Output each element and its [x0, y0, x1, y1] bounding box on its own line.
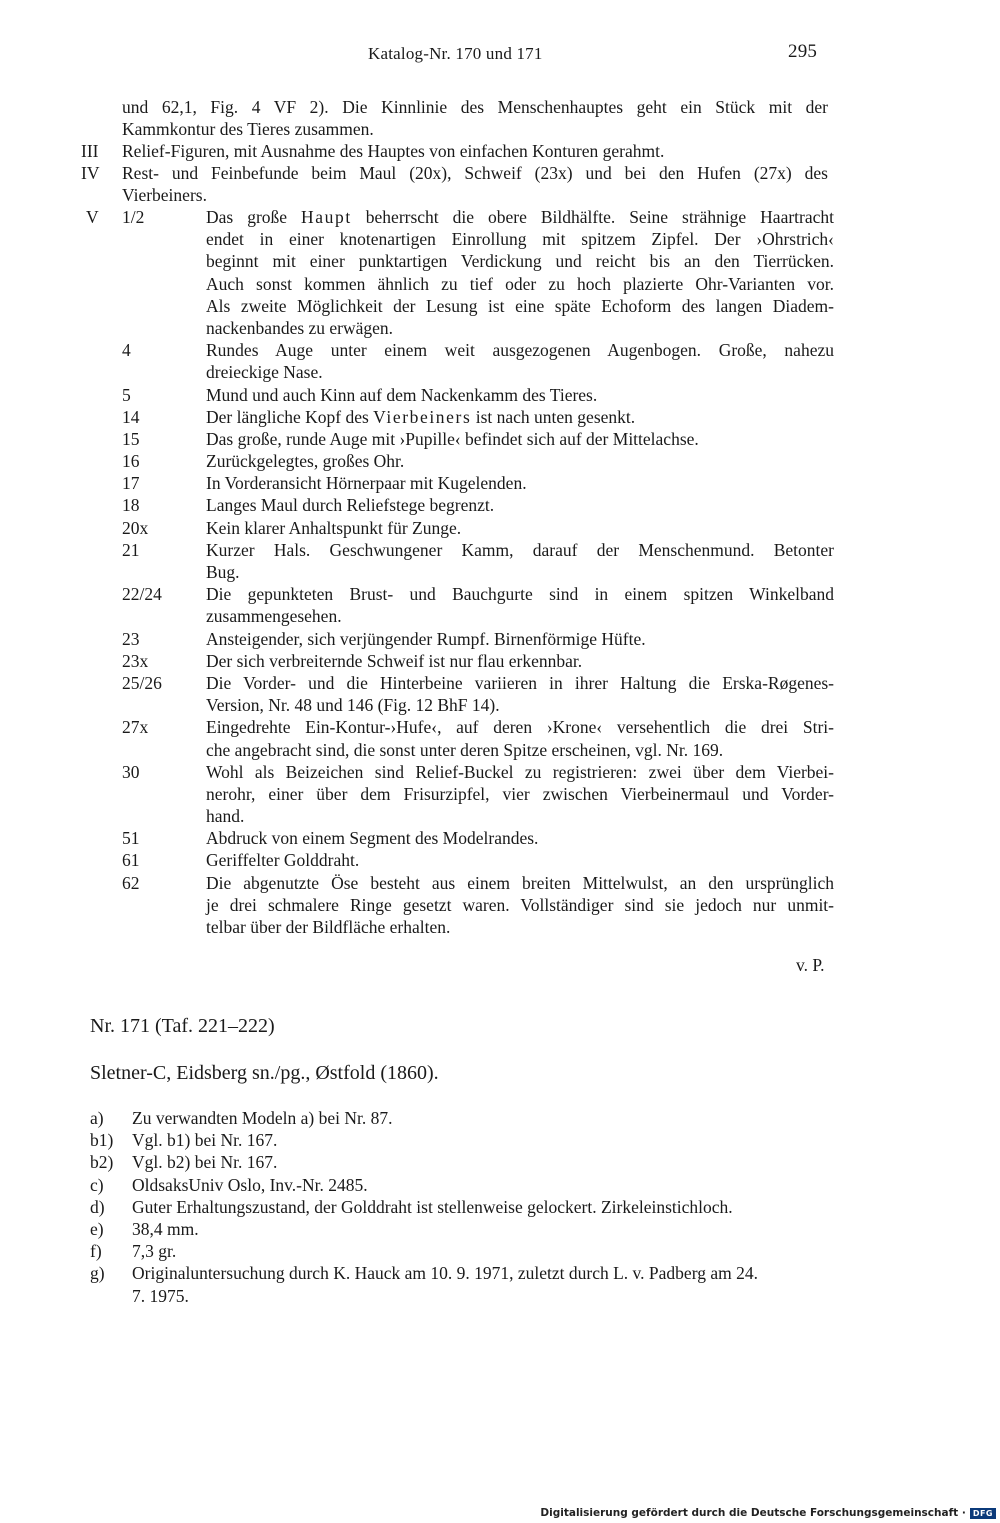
section-iii-label: III	[81, 141, 99, 161]
entry-line	[122, 694, 834, 716]
entry-number: 51	[122, 828, 140, 849]
section-iv-text-1: Rest- und Feinbefunde beim Maul (20x), Schweif (23x) und bei den Hufen (27x) des	[122, 163, 828, 183]
entry-line	[122, 894, 834, 916]
entry-line	[122, 539, 834, 561]
entry-line	[122, 472, 834, 494]
entry-line	[122, 716, 834, 738]
entry-line	[122, 672, 834, 694]
entry-text: Abdruck von einem Segment des Modelrandes.	[206, 828, 539, 849]
attribute-line	[90, 1151, 840, 1173]
entry-number: 1/2	[122, 207, 145, 227]
entry-line	[122, 250, 834, 272]
entry-text: Langes Maul durch Reliefstege begrenzt.	[206, 495, 495, 516]
attribute-text: Vgl. b1) bei Nr. 167.	[132, 1130, 278, 1151]
entry-line	[122, 916, 834, 938]
entry-text: Kurzer Hals. Geschwungener Kamm, darauf der Menschenmund. Betonter	[206, 539, 834, 560]
entry-number: 23x	[122, 650, 149, 671]
entry-text: Geriffelter Golddraht.	[206, 850, 360, 871]
entry-text: Rundes Auge unter einem weit ausgezogenen Augenbogen. Große, nahezu	[206, 340, 834, 361]
entry-number: 14	[122, 406, 140, 427]
attribute-text: 38,4 mm.	[132, 1218, 199, 1239]
section-iv-label: IV	[81, 163, 100, 183]
entry-text: Auch sonst kommen ähnlich zu tief oder zu hoch plazierte Ohr-Varianten vor.	[206, 273, 834, 294]
entry-text: Eingedrehte Ein-Kontur-›Hufe‹, auf deren ›Krone‹ versehentlich die drei Stri-	[206, 717, 834, 738]
entry-line	[122, 450, 834, 472]
entry-text: Der längliche Kopf des Vierbeiners ist nach unten gesenkt.	[206, 406, 636, 427]
entry-number: 16	[122, 451, 140, 472]
entry-line	[122, 273, 834, 295]
entry-number: 22/24	[122, 584, 162, 605]
footer-text: Digitalisierung gefördert durch die Deutsche Forschungsgemeinschaft ·	[540, 1507, 966, 1519]
footer-credit	[540, 1507, 996, 1519]
entry-line	[122, 494, 834, 516]
attribute-text: Originaluntersuchung durch K. Hauck am 10. 9. 1971, zuletzt durch L. v. Padberg am 24.	[132, 1263, 758, 1284]
section-v-label: V	[86, 207, 99, 227]
entry-number: 5	[122, 384, 131, 405]
entry-number: 18	[122, 495, 140, 516]
running-title: Katalog-Nr. 170 und 171	[368, 44, 543, 63]
attribute-line	[90, 1240, 840, 1262]
entry-number: 23	[122, 628, 140, 649]
entry-text: che angebracht sind, die sonst unter deren Spitze erscheinen, vgl. Nr. 169.	[206, 739, 724, 760]
page-number: 295	[788, 41, 818, 62]
entry-text: Das große, runde Auge mit ›Pupille‹ befindet sich auf der Mittelachse.	[206, 428, 699, 449]
entry-line	[122, 872, 834, 894]
attribute-label: f)	[90, 1241, 102, 1262]
entry-line	[122, 761, 834, 783]
entry-text: endet in einer knotenartigen Einrollung mit spitzem Zipfel. Der ›Ohrstrich‹	[206, 229, 834, 250]
attribute-text: 7. 1975.	[132, 1285, 189, 1306]
attribute-text: Zu verwandten Modeln a) bei Nr. 87.	[132, 1108, 393, 1128]
attribute-line	[90, 1107, 840, 1129]
section-heading: Nr. 171 (Taf. 221–222)	[90, 1015, 275, 1037]
attributes-list	[90, 1107, 840, 1307]
entry-line	[122, 295, 834, 317]
entry-line	[122, 583, 834, 605]
entry-number: 61	[122, 850, 140, 871]
entry-number: 62	[122, 872, 140, 893]
entry-text: Kein klarer Anhaltspunkt für Zunge.	[206, 517, 462, 538]
entry-text: telbar über der Bildfläche erhalten.	[206, 917, 451, 937]
entry-number: 30	[122, 761, 140, 782]
attribute-line	[90, 1129, 840, 1151]
entry-line	[122, 361, 834, 383]
entry-line	[122, 561, 834, 583]
entry-text: Die abgenutzte Öse besteht aus einem breiten Mittelwulst, an den ursprünglich	[206, 872, 834, 893]
entry-text: beginnt mit einer punktartigen Verdickung und reicht bis an den Tierrücken.	[206, 251, 834, 272]
entry-text: dreieckige Nase.	[206, 362, 323, 383]
entry-number: 15	[122, 428, 140, 449]
entry-line	[122, 228, 834, 250]
entry-line	[122, 605, 834, 627]
attribute-label: b1)	[90, 1130, 114, 1151]
entry-text: Bug.	[206, 562, 240, 582]
entry-text: Die gepunkteten Brust- und Bauchgurte sind in einem spitzen Winkelband	[206, 584, 834, 605]
entry-line	[122, 805, 834, 827]
entry-line	[122, 650, 834, 672]
entry-number: 20x	[122, 517, 149, 538]
entry-number: 25/26	[122, 672, 162, 693]
attribute-label: c)	[90, 1174, 104, 1195]
intro-line-2: Kammkontur des Tieres zusammen.	[122, 119, 374, 139]
attribute-label: d)	[90, 1196, 105, 1217]
attribute-line	[90, 1196, 840, 1218]
entry-text: Wohl als Beizeichen sind Relief-Buckel zu registrieren: zwei über dem Vierbei-	[206, 761, 834, 782]
entry-text: nackenbandes zu erwägen.	[206, 317, 394, 338]
entry-text: Als zweite Möglichkeit der Lesung ist eine späte Echoform des langen Diadem-	[206, 295, 834, 316]
entry-text: Zurückgelegtes, großes Ohr.	[206, 451, 405, 472]
section-iv-text-2: Vierbeiners.	[122, 185, 207, 205]
entries-list	[122, 206, 834, 938]
attribute-label: b2)	[90, 1152, 114, 1173]
entry-text: Version, Nr. 48 und 146 (Fig. 12 BhF 14).	[206, 695, 500, 716]
attribute-text: OldsaksUniv Oslo, Inv.-Nr. 2485.	[132, 1174, 368, 1195]
attribute-label: e)	[90, 1218, 104, 1239]
entry-line	[122, 783, 834, 805]
entry-text: Mund und auch Kinn auf dem Nackenkamm des Tieres.	[206, 384, 598, 405]
spaced-term: Vierbeiners	[373, 406, 472, 427]
entry-text: Die Vorder- und die Hinterbeine variieren in ihrer Haltung die Erska-Røgenes-	[206, 672, 834, 693]
entry-line	[122, 339, 834, 361]
entry-number: 21	[122, 539, 140, 560]
entry-number: 4	[122, 340, 131, 361]
signature: v. P.	[796, 955, 825, 975]
entry-text: Das große Haupt beherrscht die obere Bildhälfte. Seine strähnige Haartracht	[206, 207, 835, 227]
attribute-line	[90, 1262, 840, 1284]
entry-text: je drei schmalere Ringe gesetzt waren. Vollständiger sind sie jedoch nur unmit-	[206, 894, 834, 915]
entry-line	[122, 517, 834, 539]
attribute-text: Guter Erhaltungszustand, der Golddraht ist stellenweise gelockert. Zirkeleinstichloch.	[132, 1196, 733, 1217]
entry-number: 27x	[122, 717, 149, 738]
section-iii-text: Relief-Figuren, mit Ausnahme des Hauptes von einfachen Konturen gerahmt.	[122, 141, 665, 161]
entry-text: nerohr, einer über dem Frisurzipfel, vier zwischen Vierbeinermaul und Vorder-	[206, 783, 834, 804]
spaced-term: Haupt	[301, 207, 352, 227]
section-subheading: Sletner-C, Eidsberg sn./pg., Østfold (1860).	[90, 1062, 439, 1084]
entry-number: 17	[122, 473, 140, 494]
entry-text: Der sich verbreiternde Schweif ist nur flau erkennbar.	[206, 650, 583, 671]
entry-text: hand.	[206, 806, 245, 827]
dfg-logo-icon: DFG	[970, 1508, 996, 1519]
entry-text: zusammengesehen.	[206, 606, 342, 627]
entry-line	[122, 428, 834, 450]
entry-line	[122, 406, 834, 428]
intro-line-1: und 62,1, Fig. 4 VF 2). Die Kinnlinie des Menschenhauptes geht ein Stück mit der	[122, 97, 828, 117]
entry-line	[122, 317, 834, 339]
entry-text: In Vorderansicht Hörnerpaar mit Kugelenden.	[206, 473, 527, 494]
entry-line	[122, 739, 834, 761]
entry-line	[122, 849, 834, 871]
entry-text: Ansteigender, sich verjüngender Rumpf. Birnenförmige Hüfte.	[206, 628, 646, 649]
attribute-line	[90, 1174, 840, 1196]
entry-line	[122, 206, 834, 228]
entry-line	[122, 827, 834, 849]
attribute-line	[90, 1218, 840, 1240]
attribute-text: Vgl. b2) bei Nr. 167.	[132, 1152, 278, 1173]
attribute-label: a)	[90, 1108, 104, 1128]
attribute-label: g)	[90, 1263, 105, 1284]
entry-line	[122, 628, 834, 650]
entry-line	[122, 384, 834, 406]
attribute-line	[90, 1285, 840, 1307]
attribute-text: 7,3 gr.	[132, 1241, 177, 1262]
